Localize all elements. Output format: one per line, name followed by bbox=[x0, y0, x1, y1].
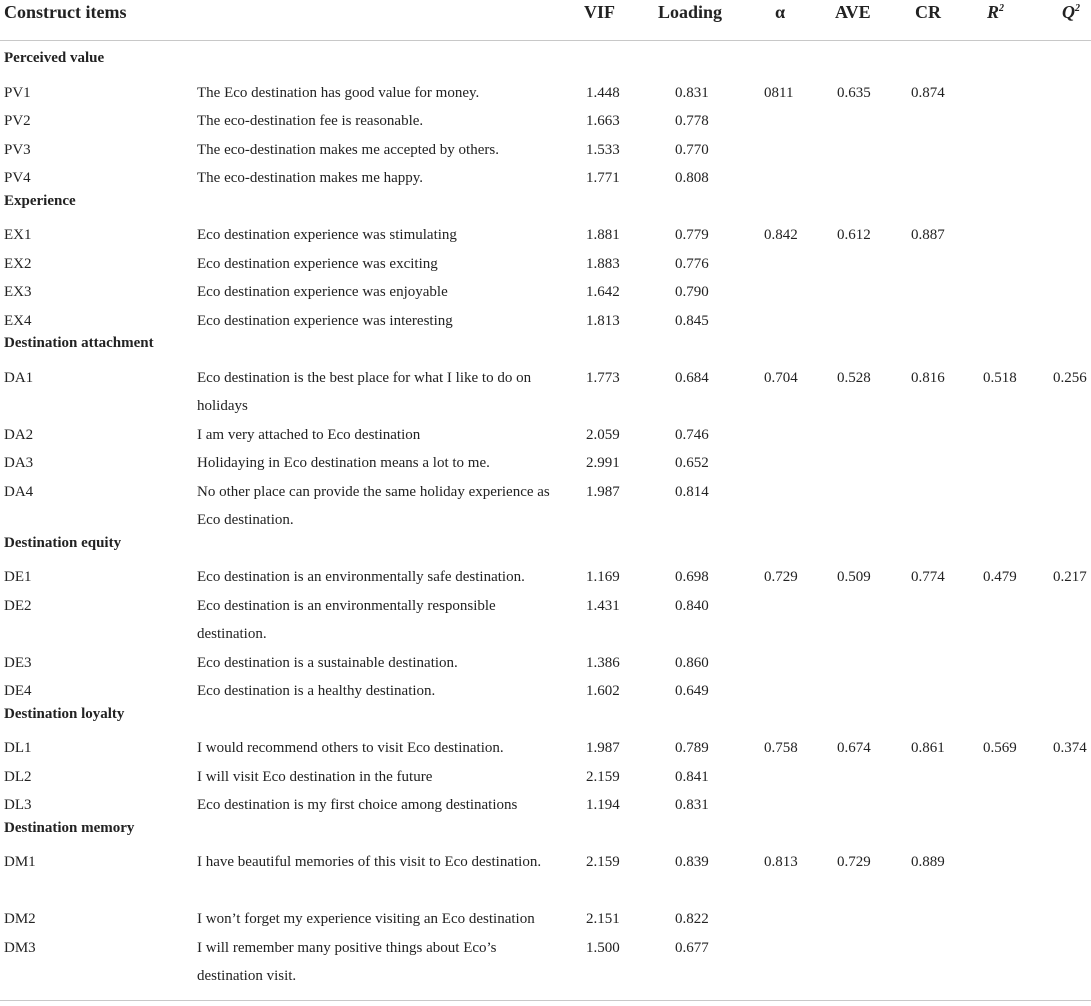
cell-vif: 1.813 bbox=[586, 312, 620, 329]
cell-r2: 0.569 bbox=[983, 740, 1017, 756]
item-code: DL3 bbox=[4, 797, 32, 813]
item-text: Holidaying in Eco destination means a lot to me. bbox=[197, 455, 490, 471]
item-text: I will remember many positive things about Eco’s destination visit. bbox=[197, 939, 497, 984]
cell-loading: 0.840 bbox=[675, 597, 709, 614]
header-loading: Loading bbox=[658, 2, 723, 22]
cell-cr: 0.889 bbox=[911, 854, 945, 870]
item-text: I will visit Eco destination in the future bbox=[197, 768, 433, 785]
cell-loading: 0.698 bbox=[675, 569, 709, 585]
cell-vif: 1.431 bbox=[586, 597, 620, 614]
cell-ave: 0.509 bbox=[837, 569, 871, 585]
header-ave: AVE bbox=[835, 2, 871, 22]
cell-q2: 0.256 bbox=[1053, 369, 1087, 386]
item-code: EX4 bbox=[4, 312, 32, 329]
item-code: PV3 bbox=[4, 141, 31, 158]
cell-vif: 1.663 bbox=[586, 113, 620, 129]
group-heading: Perceived value bbox=[4, 50, 105, 66]
item-code: DM2 bbox=[4, 911, 36, 927]
item-text: The eco-destination fee is reasonable. bbox=[197, 113, 424, 129]
cell-alpha: 0811 bbox=[764, 84, 794, 101]
cell-ave: 0.674 bbox=[837, 740, 871, 756]
item-code: DA4 bbox=[4, 483, 34, 500]
cell-loading: 0.778 bbox=[675, 113, 709, 129]
item-code: DE2 bbox=[4, 597, 32, 614]
item-code: PV2 bbox=[4, 113, 31, 129]
item-code: EX2 bbox=[4, 255, 32, 272]
item-text: Eco destination is a sustainable destination. bbox=[197, 654, 458, 671]
item-text: The Eco destination has good value for money. bbox=[197, 84, 480, 101]
header-q2-sup: 2 bbox=[1075, 3, 1080, 14]
item-code: DE1 bbox=[4, 569, 32, 585]
cell-loading: 0.677 bbox=[675, 939, 709, 956]
cell-loading: 0.841 bbox=[675, 768, 709, 785]
cell-cr: 0.861 bbox=[911, 740, 945, 756]
group-heading: Destination memory bbox=[4, 819, 135, 836]
item-text: I would recommend others to visit Eco destination. bbox=[197, 740, 504, 756]
item-code: DE4 bbox=[4, 683, 32, 699]
bottom-rule bbox=[0, 1000, 1091, 1001]
cell-vif: 1.771 bbox=[586, 170, 620, 186]
item-text: No other place can provide the same holiday experience as Eco destination. bbox=[197, 483, 550, 528]
cell-vif: 1.500 bbox=[586, 939, 620, 956]
item-code: PV4 bbox=[4, 170, 31, 186]
cell-vif: 1.169 bbox=[586, 569, 620, 585]
cell-vif: 1.883 bbox=[586, 255, 620, 272]
cell-vif: 1.773 bbox=[586, 369, 620, 386]
cell-loading: 0.649 bbox=[675, 683, 709, 699]
item-text: The eco-destination makes me happy. bbox=[197, 170, 424, 186]
cell-loading: 0.831 bbox=[675, 797, 709, 813]
item-code: DL1 bbox=[4, 740, 32, 756]
group-heading: Destination attachment bbox=[4, 335, 154, 351]
header-r2 bbox=[987, 2, 1004, 23]
item-text: Eco destination is an environmentally safe destination. bbox=[197, 569, 525, 585]
item-text: Eco destination is an environmentally responsible destination. bbox=[197, 597, 496, 642]
item-code: DA1 bbox=[4, 369, 34, 386]
item-text: I have beautiful memories of this visit to Eco destination. bbox=[197, 854, 542, 870]
cell-vif: 1.881 bbox=[586, 227, 620, 243]
item-text: I won’t forget my experience visiting an Eco destination bbox=[197, 911, 535, 927]
cell-loading: 0.776 bbox=[675, 255, 709, 272]
item-code: PV1 bbox=[4, 84, 31, 101]
cell-vif: 1.602 bbox=[586, 683, 620, 699]
cell-cr: 0.816 bbox=[911, 369, 945, 386]
cell-ave: 0.612 bbox=[837, 227, 871, 243]
cell-alpha: 0.704 bbox=[764, 369, 798, 386]
cell-vif: 2.151 bbox=[586, 911, 620, 927]
item-code: DL2 bbox=[4, 768, 32, 785]
cell-alpha: 0.729 bbox=[764, 569, 798, 585]
cell-ave: 0.635 bbox=[837, 84, 871, 101]
cell-vif: 1.987 bbox=[586, 740, 620, 756]
item-code: DA3 bbox=[4, 455, 34, 471]
cell-ave: 0.528 bbox=[837, 369, 871, 386]
cell-loading: 0.746 bbox=[675, 426, 709, 443]
item-text: I am very attached to Eco destination bbox=[197, 426, 421, 443]
cell-alpha: 0.813 bbox=[764, 854, 798, 870]
cell-vif: 1.533 bbox=[586, 141, 620, 158]
cell-loading: 0.831 bbox=[675, 84, 709, 101]
cell-loading: 0.822 bbox=[675, 911, 709, 927]
header-rule bbox=[0, 40, 1091, 41]
group-heading: Destination loyalty bbox=[4, 705, 125, 722]
cell-loading: 0.684 bbox=[675, 369, 709, 386]
cell-loading: 0.789 bbox=[675, 740, 709, 756]
item-text: Eco destination is the best place for what I like to do on holidays bbox=[197, 369, 532, 414]
item-text: The eco-destination makes me accepted by others. bbox=[197, 141, 499, 158]
item-code: DM3 bbox=[4, 939, 36, 956]
cell-loading: 0.860 bbox=[675, 654, 709, 671]
cell-vif: 1.194 bbox=[586, 797, 620, 813]
item-text: Eco destination is a healthy destination. bbox=[197, 683, 436, 699]
item-code: EX3 bbox=[4, 284, 32, 300]
cell-q2: 0.374 bbox=[1053, 740, 1087, 756]
header-cr: CR bbox=[915, 2, 941, 22]
item-text: Eco destination experience was stimulating bbox=[197, 227, 457, 243]
item-text: Eco destination experience was enjoyable bbox=[197, 284, 448, 300]
cell-vif: 1.642 bbox=[586, 284, 620, 300]
cell-r2: 0.518 bbox=[983, 369, 1017, 386]
cell-vif: 1.987 bbox=[586, 483, 620, 500]
cell-vif: 2.159 bbox=[586, 854, 620, 870]
cell-vif: 2.991 bbox=[586, 455, 620, 471]
cell-loading: 0.652 bbox=[675, 455, 709, 471]
header-r2-letter: R bbox=[987, 2, 1000, 22]
header-r2-sup: 2 bbox=[999, 3, 1005, 14]
header-q2-letter: Q bbox=[1062, 2, 1075, 22]
header-vif: VIF bbox=[584, 2, 615, 22]
cell-ave: 0.729 bbox=[837, 854, 871, 870]
cell-vif: 2.059 bbox=[586, 426, 620, 443]
header-q2 bbox=[1062, 2, 1080, 23]
cell-q2: 0.217 bbox=[1053, 569, 1087, 585]
cell-cr: 0.774 bbox=[911, 569, 945, 585]
item-code: EX1 bbox=[4, 227, 32, 243]
cell-alpha: 0.758 bbox=[764, 740, 798, 756]
cell-vif: 1.386 bbox=[586, 654, 620, 671]
header-alpha: α bbox=[775, 2, 786, 22]
item-code: DM1 bbox=[4, 854, 36, 870]
header-construct-items: Construct items bbox=[4, 2, 127, 22]
cell-loading: 0.839 bbox=[675, 854, 709, 870]
item-code: DA2 bbox=[4, 426, 34, 443]
cell-loading: 0.790 bbox=[675, 284, 709, 300]
group-heading: Experience bbox=[4, 192, 76, 209]
item-code: DE3 bbox=[4, 654, 32, 671]
cell-r2: 0.479 bbox=[983, 569, 1017, 585]
cell-cr: 0.874 bbox=[911, 84, 945, 101]
cell-loading: 0.779 bbox=[675, 227, 709, 243]
cell-loading: 0.845 bbox=[675, 312, 709, 329]
cell-loading: 0.770 bbox=[675, 141, 709, 158]
item-text: Eco destination is my first choice among destinations bbox=[197, 797, 518, 813]
cell-vif: 1.448 bbox=[586, 84, 620, 101]
cell-vif: 2.159 bbox=[586, 768, 620, 785]
group-heading: Destination equity bbox=[4, 534, 122, 551]
cell-cr: 0.887 bbox=[911, 227, 945, 243]
item-text: Eco destination experience was interesting bbox=[197, 312, 453, 329]
cell-loading: 0.808 bbox=[675, 170, 709, 186]
item-text: Eco destination experience was exciting bbox=[197, 255, 438, 272]
cell-alpha: 0.842 bbox=[764, 227, 798, 243]
cell-loading: 0.814 bbox=[675, 483, 709, 500]
